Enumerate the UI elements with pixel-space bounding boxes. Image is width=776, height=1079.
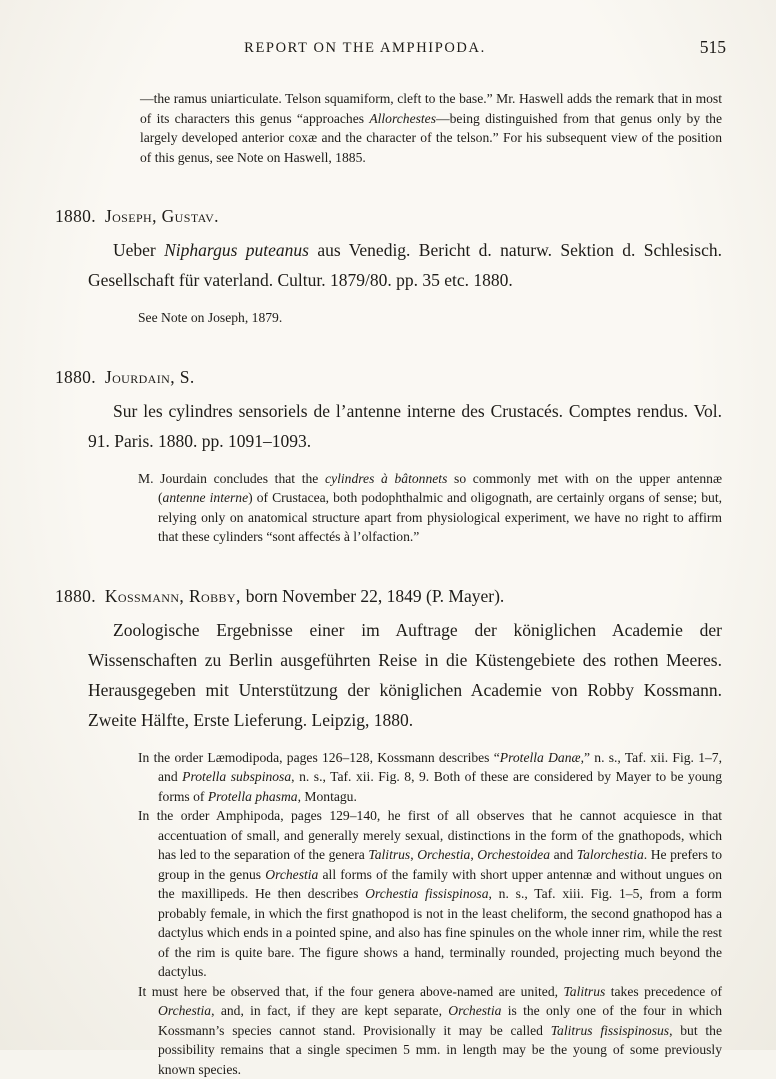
entry-year: 1880. [55,367,96,387]
entry-author-name: Kossmann, Robby, [105,586,241,606]
entry-1880-kossmann [0,584,776,1079]
entry-1880-jourdain [0,365,776,547]
entry-author-suffix: born November 22, 1849 (P. Mayer). [246,586,505,606]
entry-year: 1880. [55,206,96,226]
entry-note: See Note on Joseph, 1879. [138,308,722,328]
entry-note-remark: It must here be observed that, if the four genera above-named are united, Talitrus takes precedence of Orchestia, and, in fact, if they are kept separate, Orchestia is the only one of the four in which Kossmann’s species cannot stand. Provisionally it may be called Talitrus fissispinosus, but the possibility remains that a single specimen 5 mm. in length may be the young of some previously known species. [138,982,722,1079]
carryover-note: —the ramus uniarticulate. Telson squamiform, cleft to the base.” Mr. Haswell adds the remark that in most of its characters this genus “approaches Allorchestes—being distinguished from that genus only by the largely developed anterior coxæ and the character of the telson.” For his subsequent view of the position of this genus, see Note on Haswell, 1885. [140,89,722,167]
entry-note-amphipoda: In the order Amphipoda, pages 129–140, he first of all observes that he cannot acquiesce in that accentuation of small, and generally merely sexual, distinctions in the form of the gnathopods, which has led to the separation of the genera Talitrus, Orchestia, Orchestoidea and Talorchestia. He prefers to group in the genus Orchestia all forms of the family with short upper antennæ and without ungues on the maxillipeds. He then describes Orchestia fissispinosa, n. s., Taf. xiii. Fig. 1–5, from a form probably female, in which the first gnathopod is not in the least cheliform, the second gnathopod has a dactylus which ends in a pointed spine, and also has fine spinules on the whole inner rim, while the rest of the rim is quite bare. The figure shows a hand, terminally rounded, projecting much beyond the dactylus. [138,806,722,982]
page-number: 515 [700,37,726,58]
entry-1880-joseph [0,204,776,328]
entry-author-name: Joseph, Gustav. [105,206,219,226]
entry-citation: Ueber Niphargus puteanus aus Venedig. Bericht d. naturw. Sektion d. Schlesisch. Gesellschaft für vaterland. Cultur. 1879/80. pp. 35 etc. 1880. [88,235,722,295]
entry-note: M. Jourdain concludes that the cylindres à bâtonnets so commonly met with on the upper antennæ (antenne interne) of Crustacea, both podophthalmic and oligognath, are certainly organs of sense; but, relying only on anatomical structure apart from physiological experiment, we have no right to affirm that these cylinders “sont affectés à l’olfaction.” [138,469,722,547]
running-head [50,40,726,64]
entry-heading [55,365,722,389]
entry-citation: Sur les cylindres sensoriels de l’antenne interne des Crustacés. Comptes rendus. Vol. 91. Paris. 1880. pp. 1091–1093. [88,396,722,456]
entry-year: 1880. [55,586,96,606]
entry-note-laemodipoda: In the order Læmodipoda, pages 126–128, Kossmann describes “Protella Danæ,” n. s., Taf. xii. Fig. 1–7, and Protella subspinosa, n. s., Taf. xii. Fig. 8, 9. Both of these are considered by Mayer to be young forms of Protella phasma, Montagu. [138,748,722,807]
entry-citation: Zoologische Ergebnisse einer im Auftrage der königlichen Academie der Wissenschaften zu Berlin ausgeführten Reise in die Küstengebiete des rothen Meeres. Herausgegeben mit Unterstützung der königlichen Academie von Robby Kossmann. Zweite Hälfte, Erste Lieferung. Leipzig, 1880. [88,615,722,735]
page-title: REPORT ON THE AMPHIPODA. [50,40,680,57]
entry-author-name: Jourdain, S. [105,367,195,387]
entry-heading [55,584,722,608]
entry-heading [55,204,722,228]
